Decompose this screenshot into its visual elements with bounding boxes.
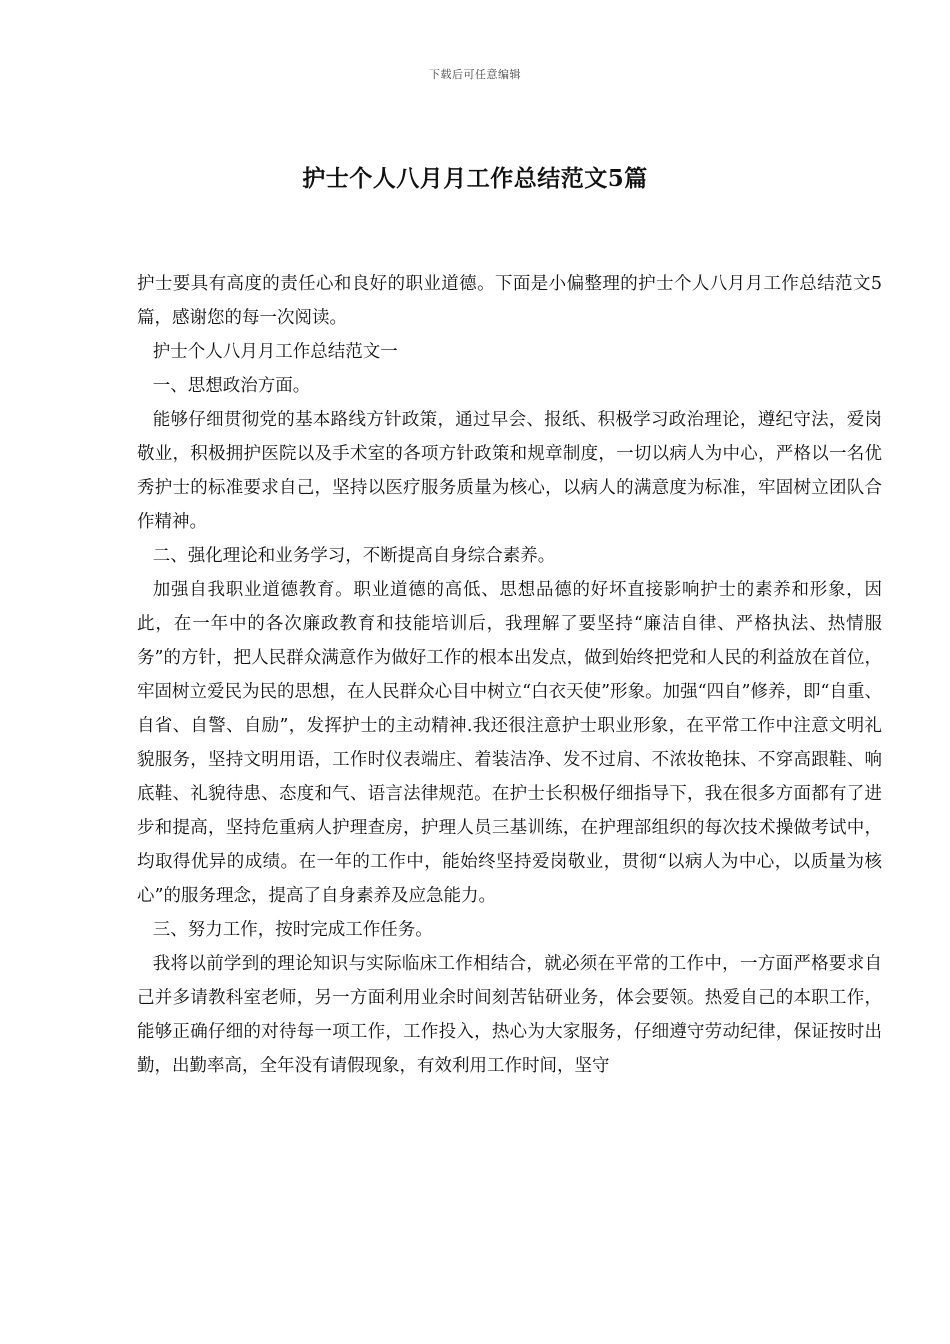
- paragraph-study: 加强自我职业道德教育。职业道德的高低、思想品德的好坏直接影响护士的素养和形象，因此，在一年中的各次廉政教育和技能培训后，我理解了要坚持“廉洁自律、严格执法、热情服务”的方针，把人民群众满意作为做好工作的根本出发点，做到始终把党和人民的利益放在首位，牢固树立爱民为民的思想，在人民群众心目中树立“白衣天使”形象。加强“四自”修养，即“自重、自省、自警、自励”，发挥护士的主动精神.我还很注意护士职业形象，在平常工作中注意文明礼貌服务，坚持文明用语，工作时仪表端庄、着装洁净、发不过肩、不浓妆艳抹、不穿高跟鞋、响底鞋、礼貌待患、态度和气、语言法律规范。在护士长积极仔细指导下，我在很多方面都有了进步和提高，坚持危重病人护理查房，护理人员三基训练，在护理部组织的每次技术操做考试中，均取得优异的成绩。在一年的工作中，能始终坚持爱岗敬业，贯彻“以病人为中心，以质量为核心”的服务理念，提高了自身素养及应急能力。: [137, 580, 882, 906]
- header-note: 下载后可任意编辑: [429, 68, 521, 81]
- paragraph-political: 能够仔细贯彻党的基本路线方针政策，通过早会、报纸、积极学习政治理论，遵纪守法，爱岗敬业，积极拥护医院以及手术室的各项方针政策和规章制度，一切以病人为中心，严格以一名优秀护士的标准要求自己，坚持以医疗服务质量为核心，以病人的满意度为标准，牢固树立团队合作精神。: [137, 410, 882, 532]
- document-body: [137, 267, 882, 1083]
- intro-paragraph: 护士要具有高度的责任心和良好的职业道德。下面是小偏整理的护士个人八月月工作总结范文5篇，感谢您的每一次阅读。: [137, 274, 882, 328]
- subheading-work: 三、努力工作，按时完成工作任务。: [152, 920, 433, 940]
- paragraph-work: 我将以前学到的理论知识与实际临床工作相结合，就必须在平常的工作中，一方面严格要求自己并多请教科室老师，另一方面利用业余时间刻苦钻研业务，体会要领。热爱自己的本职工作，能够正确仔细的对待每一项工作，工作投入，热心为大家服务，仔细遵守劳动纪律，保证按时出勤，出勤率高，全年没有请假现象，有效利用工作时间，坚守: [137, 954, 882, 1076]
- subheading-political: 一、思想政治方面。: [152, 376, 311, 396]
- document-title: 护士个人八月月工作总结范文5篇: [302, 165, 648, 192]
- subheading-study: 二、强化理论和业务学习，不断提高自身综合素养。: [152, 546, 556, 566]
- section-heading-sample-one: 护士个人八月月工作总结范文一: [152, 342, 398, 362]
